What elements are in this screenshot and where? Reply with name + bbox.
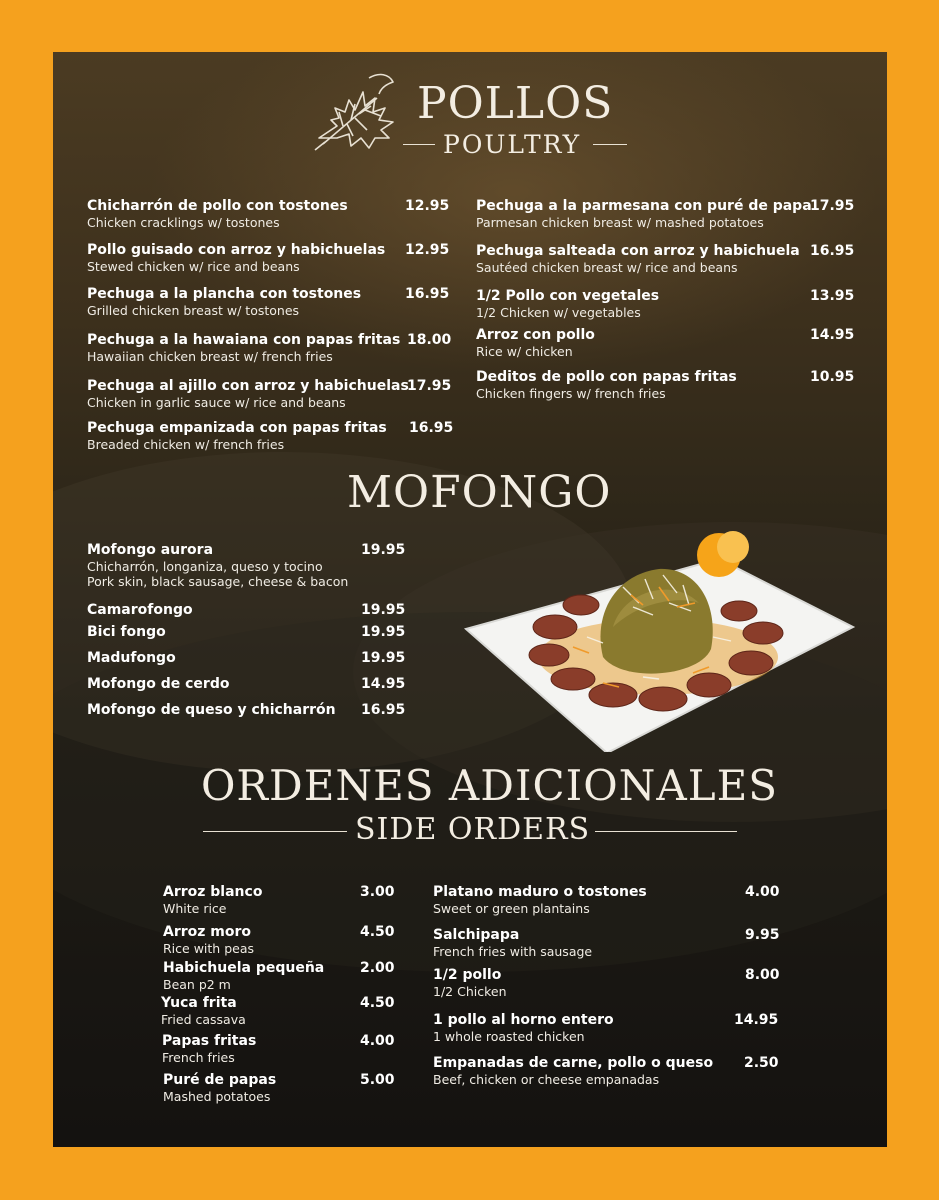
item-name: Pechuga empanizada con papas fritas	[87, 420, 387, 436]
item-name: Arroz blanco	[163, 884, 263, 900]
item-price: 8.00	[745, 967, 780, 983]
item-price: 10.95	[810, 369, 855, 385]
mofongo-menu-item	[87, 542, 348, 589]
sides-menu-item	[433, 927, 592, 959]
item-price: 19.95	[361, 542, 406, 558]
item-description: Parmesan chicken breast w/ mashed potatoes	[476, 215, 764, 230]
item-description: Hawaiian chicken breast w/ french fries	[87, 349, 333, 364]
item-description: Sweet or green plantains	[433, 901, 590, 916]
item-price: 4.50	[360, 995, 395, 1011]
item-description: Bean p2 m	[163, 977, 231, 992]
mofongo-title: MOFONGO	[347, 467, 612, 518]
sides-menu-item	[163, 960, 324, 992]
item-price: 9.95	[745, 927, 780, 943]
sides-menu-item	[433, 967, 507, 999]
item-name: Arroz moro	[163, 924, 252, 940]
item-name: Pechuga a la hawaiana con papas fritas	[87, 332, 401, 348]
item-name: Yuca frita	[161, 995, 237, 1011]
mofongo-menu-item	[87, 676, 229, 693]
item-name: Empanadas de carne, pollo o queso	[433, 1055, 714, 1071]
sides-rule-left	[203, 831, 347, 832]
sides-menu-item	[433, 1012, 614, 1044]
mofongo-menu-item	[87, 602, 193, 619]
sides-menu-item	[163, 884, 262, 916]
pollos-menu-item	[87, 198, 348, 230]
item-description: Rice with peas	[163, 941, 254, 956]
item-description: Pork skin, black sausage, cheese & bacon	[87, 574, 349, 589]
sides-title: ORDENES ADICIONALES	[201, 761, 779, 810]
item-name: Papas fritas	[162, 1033, 257, 1049]
item-name: Platano maduro o tostones	[433, 884, 647, 900]
item-price: 14.95	[734, 1012, 779, 1028]
item-description: Sautéed chicken breast w/ rice and beans	[476, 260, 738, 275]
sides-subtitle: SIDE ORDERS	[355, 812, 591, 847]
item-name: Pechuga al ajillo con arroz y habichuelas	[87, 378, 409, 394]
item-price: 14.95	[361, 676, 406, 692]
pollos-menu-item	[87, 286, 361, 318]
item-description: 1 whole roasted chicken	[433, 1029, 585, 1044]
item-price: 16.95	[810, 243, 855, 259]
item-price: 17.95	[810, 198, 855, 214]
item-description: Grilled chicken breast w/ tostones	[87, 303, 300, 318]
item-price: 5.00	[360, 1072, 395, 1088]
pollos-title: POLLOS	[417, 78, 614, 129]
item-price: 4.00	[360, 1033, 395, 1049]
item-price: 14.95	[810, 327, 855, 343]
item-name: 1/2 pollo	[433, 967, 502, 983]
item-name: Mofongo aurora	[87, 542, 214, 558]
item-name: Pechuga a la plancha con tostones	[87, 286, 362, 302]
item-description: Mashed potatoes	[163, 1089, 271, 1104]
item-description: Rice w/ chicken	[476, 344, 573, 359]
item-price: 18.00	[407, 332, 452, 348]
item-name: Habichuela pequeña	[163, 960, 325, 976]
menu-panel	[53, 52, 887, 1147]
item-price: 12.95	[405, 198, 450, 214]
item-price: 16.95	[409, 420, 454, 436]
sides-menu-item	[433, 1055, 713, 1087]
pollos-menu-item	[87, 332, 400, 364]
item-description: White rice	[163, 901, 227, 916]
mofongo-menu-item	[87, 702, 336, 719]
subtitle-rule-left	[403, 144, 435, 145]
item-name: Mofongo de queso y chicharrón	[87, 702, 336, 718]
item-name: Pechuga a la parmesana con puré de papa	[476, 198, 812, 214]
item-description: 1/2 Chicken	[433, 984, 507, 999]
item-description: Stewed chicken w/ rice and beans	[87, 259, 300, 274]
pollos-menu-item	[476, 369, 737, 401]
item-price: 4.00	[745, 884, 780, 900]
item-name: Deditos de pollo con papas fritas	[476, 369, 737, 385]
item-description: Beef, chicken or cheese empanadas	[433, 1072, 660, 1087]
item-name: Pollo guisado con arroz y habichuelas	[87, 242, 386, 258]
item-price: 16.95	[405, 286, 450, 302]
mofongo-menu-item	[87, 650, 176, 667]
item-name: 1 pollo al horno entero	[433, 1012, 614, 1028]
grape-leaf-icon	[309, 64, 405, 156]
pollos-subtitle: POULTRY	[443, 130, 582, 159]
item-description: Breaded chicken w/ french fries	[87, 437, 285, 452]
item-name: 1/2 Pollo con vegetales	[476, 288, 660, 304]
pollos-menu-item	[87, 420, 387, 452]
item-description: Chicken cracklings w/ tostones	[87, 215, 280, 230]
item-description: French fries with sausage	[433, 944, 593, 959]
item-description: Fried cassava	[161, 1012, 246, 1027]
item-description: 1/2 Chicken w/ vegetables	[476, 305, 641, 320]
item-name: Bici fongo	[87, 624, 166, 640]
sides-menu-item	[161, 995, 246, 1027]
item-description: Chicken in garlic sauce w/ rice and beans	[87, 395, 346, 410]
item-description: French fries	[162, 1050, 235, 1065]
item-price: 17.95	[407, 378, 452, 394]
item-name: Salchipapa	[433, 927, 520, 943]
item-description: Chicharrón, longaniza, queso y tocino	[87, 559, 323, 574]
sides-rule-right	[595, 831, 737, 832]
sides-menu-item	[162, 1033, 256, 1065]
item-name: Chicharrón de pollo con tostones	[87, 198, 348, 214]
sides-menu-item	[163, 924, 254, 956]
item-price: 4.50	[360, 924, 395, 940]
mofongo-menu-item	[87, 624, 166, 641]
pollos-menu-item	[87, 378, 409, 410]
subtitle-rule-right	[593, 144, 627, 145]
sides-menu-item	[433, 884, 647, 916]
item-name: Camarofongo	[87, 602, 193, 618]
item-price: 3.00	[360, 884, 395, 900]
item-name: Mofongo de cerdo	[87, 676, 230, 692]
item-price: 19.95	[361, 624, 406, 640]
mofongo-plate-photo	[463, 507, 863, 752]
item-name: Arroz con pollo	[476, 327, 595, 343]
item-price: 13.95	[810, 288, 855, 304]
item-price: 16.95	[361, 702, 406, 718]
item-name: Madufongo	[87, 650, 176, 666]
pollos-menu-item	[476, 288, 659, 320]
item-name: Pechuga salteada con arroz y habichuela	[476, 243, 800, 259]
pollos-menu-item	[87, 242, 385, 274]
pollos-menu-item	[476, 243, 800, 275]
item-price: 19.95	[361, 602, 406, 618]
item-price: 2.50	[744, 1055, 779, 1071]
item-price: 2.00	[360, 960, 395, 976]
pollos-menu-item	[476, 327, 595, 359]
pollos-menu-item	[476, 198, 812, 230]
item-price: 12.95	[405, 242, 450, 258]
item-price: 19.95	[361, 650, 406, 666]
sides-menu-item	[163, 1072, 276, 1104]
item-name: Puré de papas	[163, 1072, 277, 1088]
item-description: Chicken fingers w/ french fries	[476, 386, 666, 401]
